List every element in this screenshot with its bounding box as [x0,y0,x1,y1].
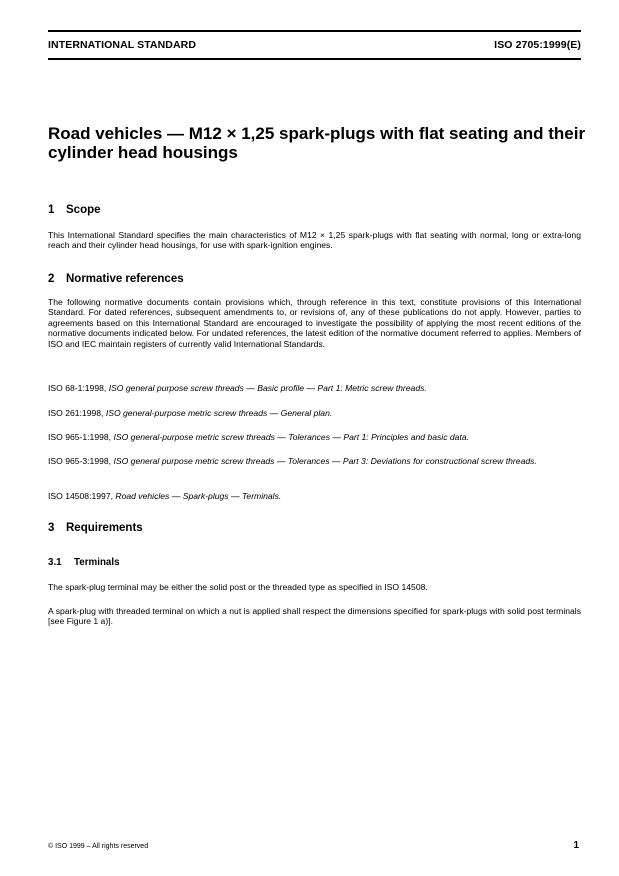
footer-page-number: 1 [573,840,579,851]
reference-title: Road vehicles — Spark-plugs — Terminals. [115,491,282,501]
scope-paragraph: This International Standard specifies the main characteristics of M12 × 1,25 spark-plugs with flat seating with normal, long or extra-long reach and their cylinder head housings, for use with spark-ignition engines. [48,230,581,251]
section-heading-scope [48,204,101,216]
reference-title: ISO general purpose metric screw threads — Tolerances — Part 3: Deviations for constructional screw threads. [113,456,537,466]
reference-item [48,383,581,393]
reference-item [48,408,581,418]
section-number: 3 [48,522,55,534]
header-doc-type: INTERNATIONAL STANDARD [48,39,197,51]
normative-intro-paragraph: The following normative documents contain provisions which, through reference in this text, constitute provisions of this International Standard. For dated references, subsequent amendments to, or revisions of, any of these publications do not apply. However, parties to agreements based on this International Standard are encouraged to investigate the possibility of applying the most recent editions of the normative documents indicated below. For undated references, the latest edition of the normative document referred to applies. Members of ISO and IEC maintain registers of currently valid International Standards. [48,297,581,349]
reference-title: ISO general-purpose metric screw threads — Tolerances — Part 1: Principles and basic data. [113,432,470,442]
footer-copyright: © ISO 1999 – All rights reserved [48,843,149,850]
subsection-title: Terminals [74,557,120,568]
section-heading-requirements [48,522,143,534]
header-bottom-rule [48,58,581,60]
reference-code: ISO 68-1:1998, [48,383,107,393]
section-title: Scope [66,204,101,216]
reference-code: ISO 14508:1997, [48,491,113,501]
reference-item [48,456,581,466]
reference-code: ISO 965-3:1998, [48,456,112,466]
document-title: Road vehicles — M12 × 1,25 spark-plugs with flat seating and their cylinder head housings [48,124,586,162]
terminals-paragraph-2: A spark-plug with threaded terminal on which a nut is applied shall respect the dimensions specified for spark-plugs with solid post terminals [see Figure 1 a)]. [48,606,581,627]
header-top-rule [48,30,581,32]
header-doc-number: ISO 2705:1999(E) [494,39,581,51]
reference-code: ISO 965-1:1998, [48,432,112,442]
subsection-number: 3.1 [48,557,62,568]
section-title: Normative references [66,273,184,285]
reference-code: ISO 261:1998, [48,408,104,418]
section-number: 2 [48,273,55,285]
subsection-heading-terminals [48,557,120,568]
section-heading-normative-references [48,273,184,285]
section-title: Requirements [66,522,143,534]
reference-item [48,432,581,442]
reference-title: ISO general purpose screw threads — Basic profile — Part 1: Metric screw threads. [108,383,427,393]
reference-title: ISO general-purpose metric screw threads — General plan. [105,408,333,418]
reference-item [48,491,581,501]
section-number: 1 [48,204,55,216]
terminals-paragraph-1: The spark-plug terminal may be either the solid post or the threaded type as specified in ISO 14508. [48,582,428,592]
